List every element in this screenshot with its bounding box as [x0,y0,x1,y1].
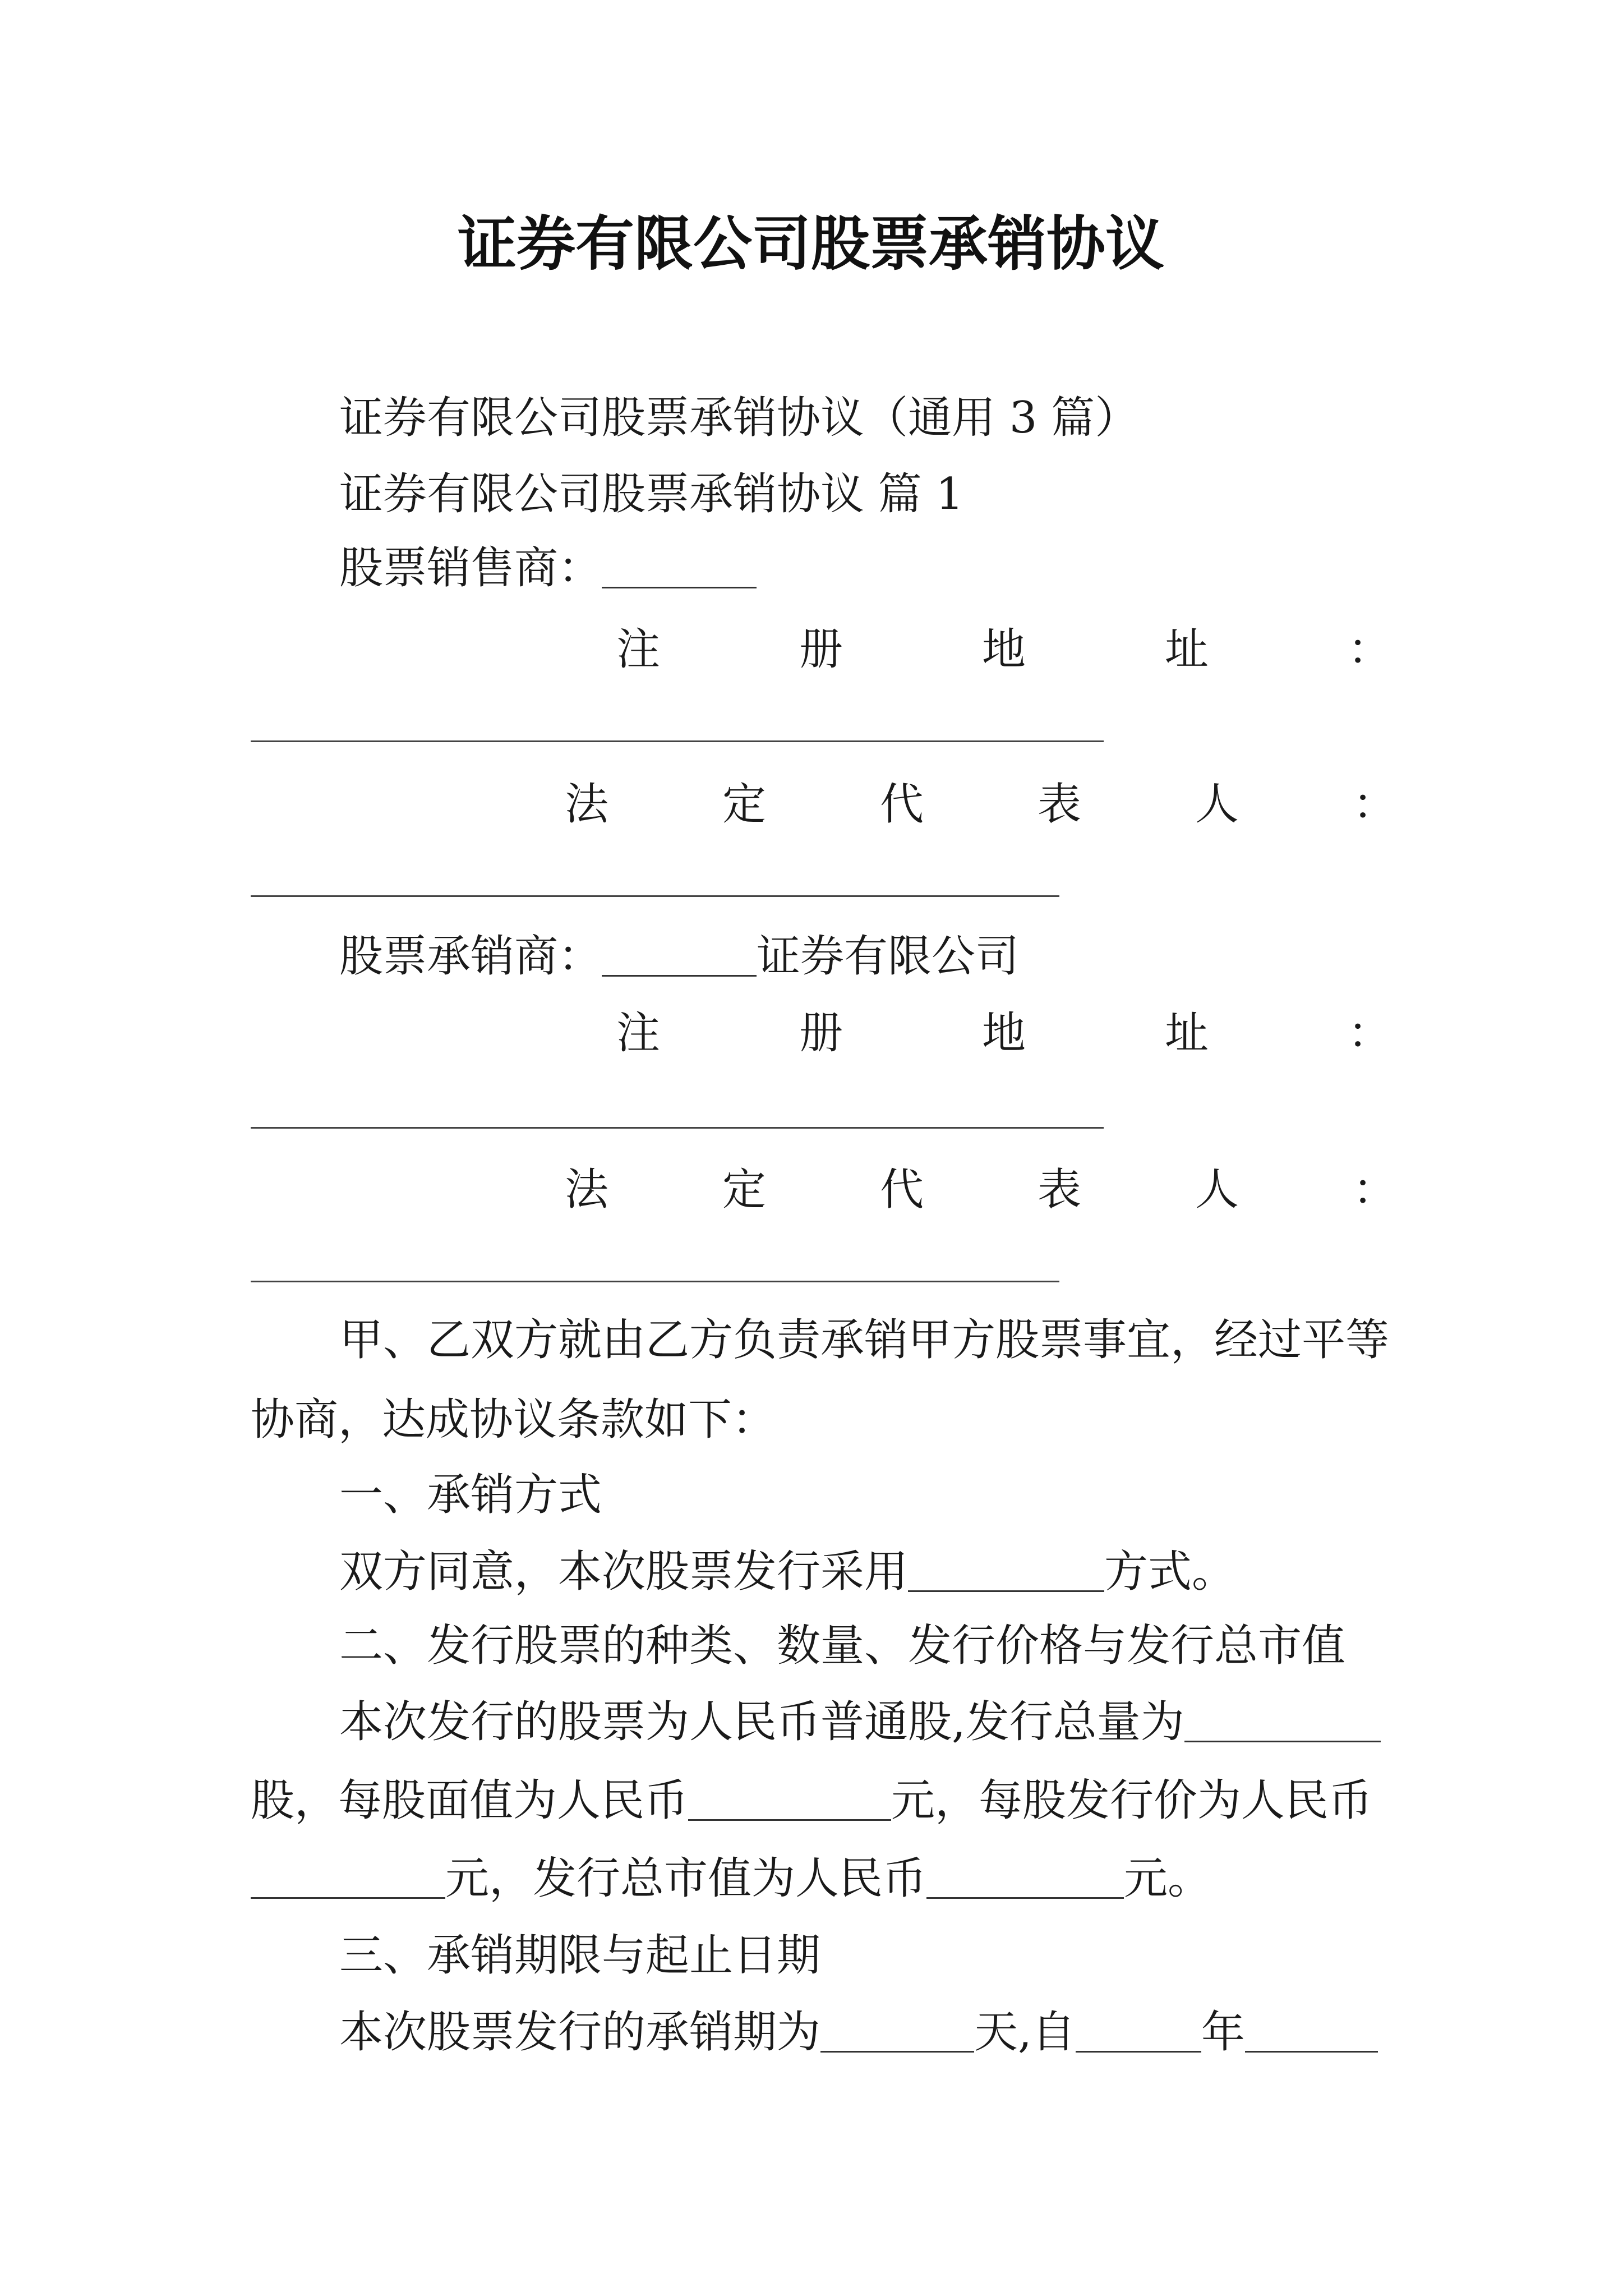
section-2-heading: 二、发行股票的种类、数量、发行价格与发行总市值 [339,1621,1346,1671]
section-1-text [339,1533,1235,1611]
seller-line [339,530,757,607]
underwriter-name-blank [602,974,757,977]
underwriter-representative-label: 法定代表人： [565,1165,1511,1215]
section-3-heading: 三、承销期限与起止日期 [339,1930,821,1981]
seller-name-blank [602,586,757,588]
start-month-blank [1245,2050,1378,2053]
seller-representative-fill-line [251,895,1059,897]
section-3-line-1-part-3: 年 [1201,2007,1245,2058]
section-2-line-1-text: 本次发行的股票为人民币普通股,发行总量为 [339,1697,1184,1747]
section-3-line-1-part-1: 本次股票发行的承销期为 [339,2007,821,2058]
start-year-blank [1076,2050,1201,2053]
underwriting-days-blank [820,2050,974,2053]
underwriter-line [339,918,1019,995]
section-2-line-3 [251,1840,1211,1917]
section-1-heading: 一、承销方式 [339,1470,602,1520]
section-2-line-2-part-1: 股，每股面值为人民币 [251,1775,689,1826]
preamble-line-1: 甲、乙双方就由乙方负责承销甲方股票事宜，经过平等 [339,1315,1390,1365]
underwriter-address-label: 注册地址： [616,1008,1531,1059]
underwriter-representative-fill-line [251,1281,1059,1282]
seller-address-label: 注册地址： [616,624,1531,675]
total-shares-blank [1184,1740,1381,1742]
section-2-line-2-part-2: 元，每股发行价为人民币 [891,1775,1373,1826]
underwriter-address-fill-line [251,1127,1104,1129]
section-3-line-1-part-2: 天,自 [974,2007,1076,2058]
underwriter-name-suffix: 证券有限公司 [757,931,1020,982]
underwriter-label: 股票承销商： [339,931,602,982]
seller-address-fill-line [251,740,1104,742]
collection-title: 证券有限公司股票承销协议（通用 3 篇） [339,393,1139,443]
preamble-line-2: 协商，达成协议条款如下： [251,1395,776,1445]
section-1-text-after: 方式。 [1104,1547,1236,1597]
document-title: 证券有限公司股票承销协议 [458,209,1165,278]
issue-price-blank [251,1897,445,1899]
underwriting-method-blank [908,1590,1104,1592]
section-2-line-2 [251,1762,1372,1839]
par-value-blank [688,1819,891,1821]
section-2-line-1 [339,1683,1381,1761]
section-2-line-3-part-1: 元，发行总市值为人民币 [445,1853,927,1904]
section-1-text-before: 双方同意，本次股票发行采用 [339,1547,909,1597]
seller-representative-label: 法定代表人： [565,779,1511,830]
section-2-line-3-part-2: 元。 [1124,1853,1212,1904]
section-3-line-1 [339,1994,1378,2071]
total-market-value-blank [926,1897,1124,1899]
seller-label: 股票销售商： [339,543,602,593]
part-title: 证券有限公司股票承销协议 篇 1 [339,469,964,519]
